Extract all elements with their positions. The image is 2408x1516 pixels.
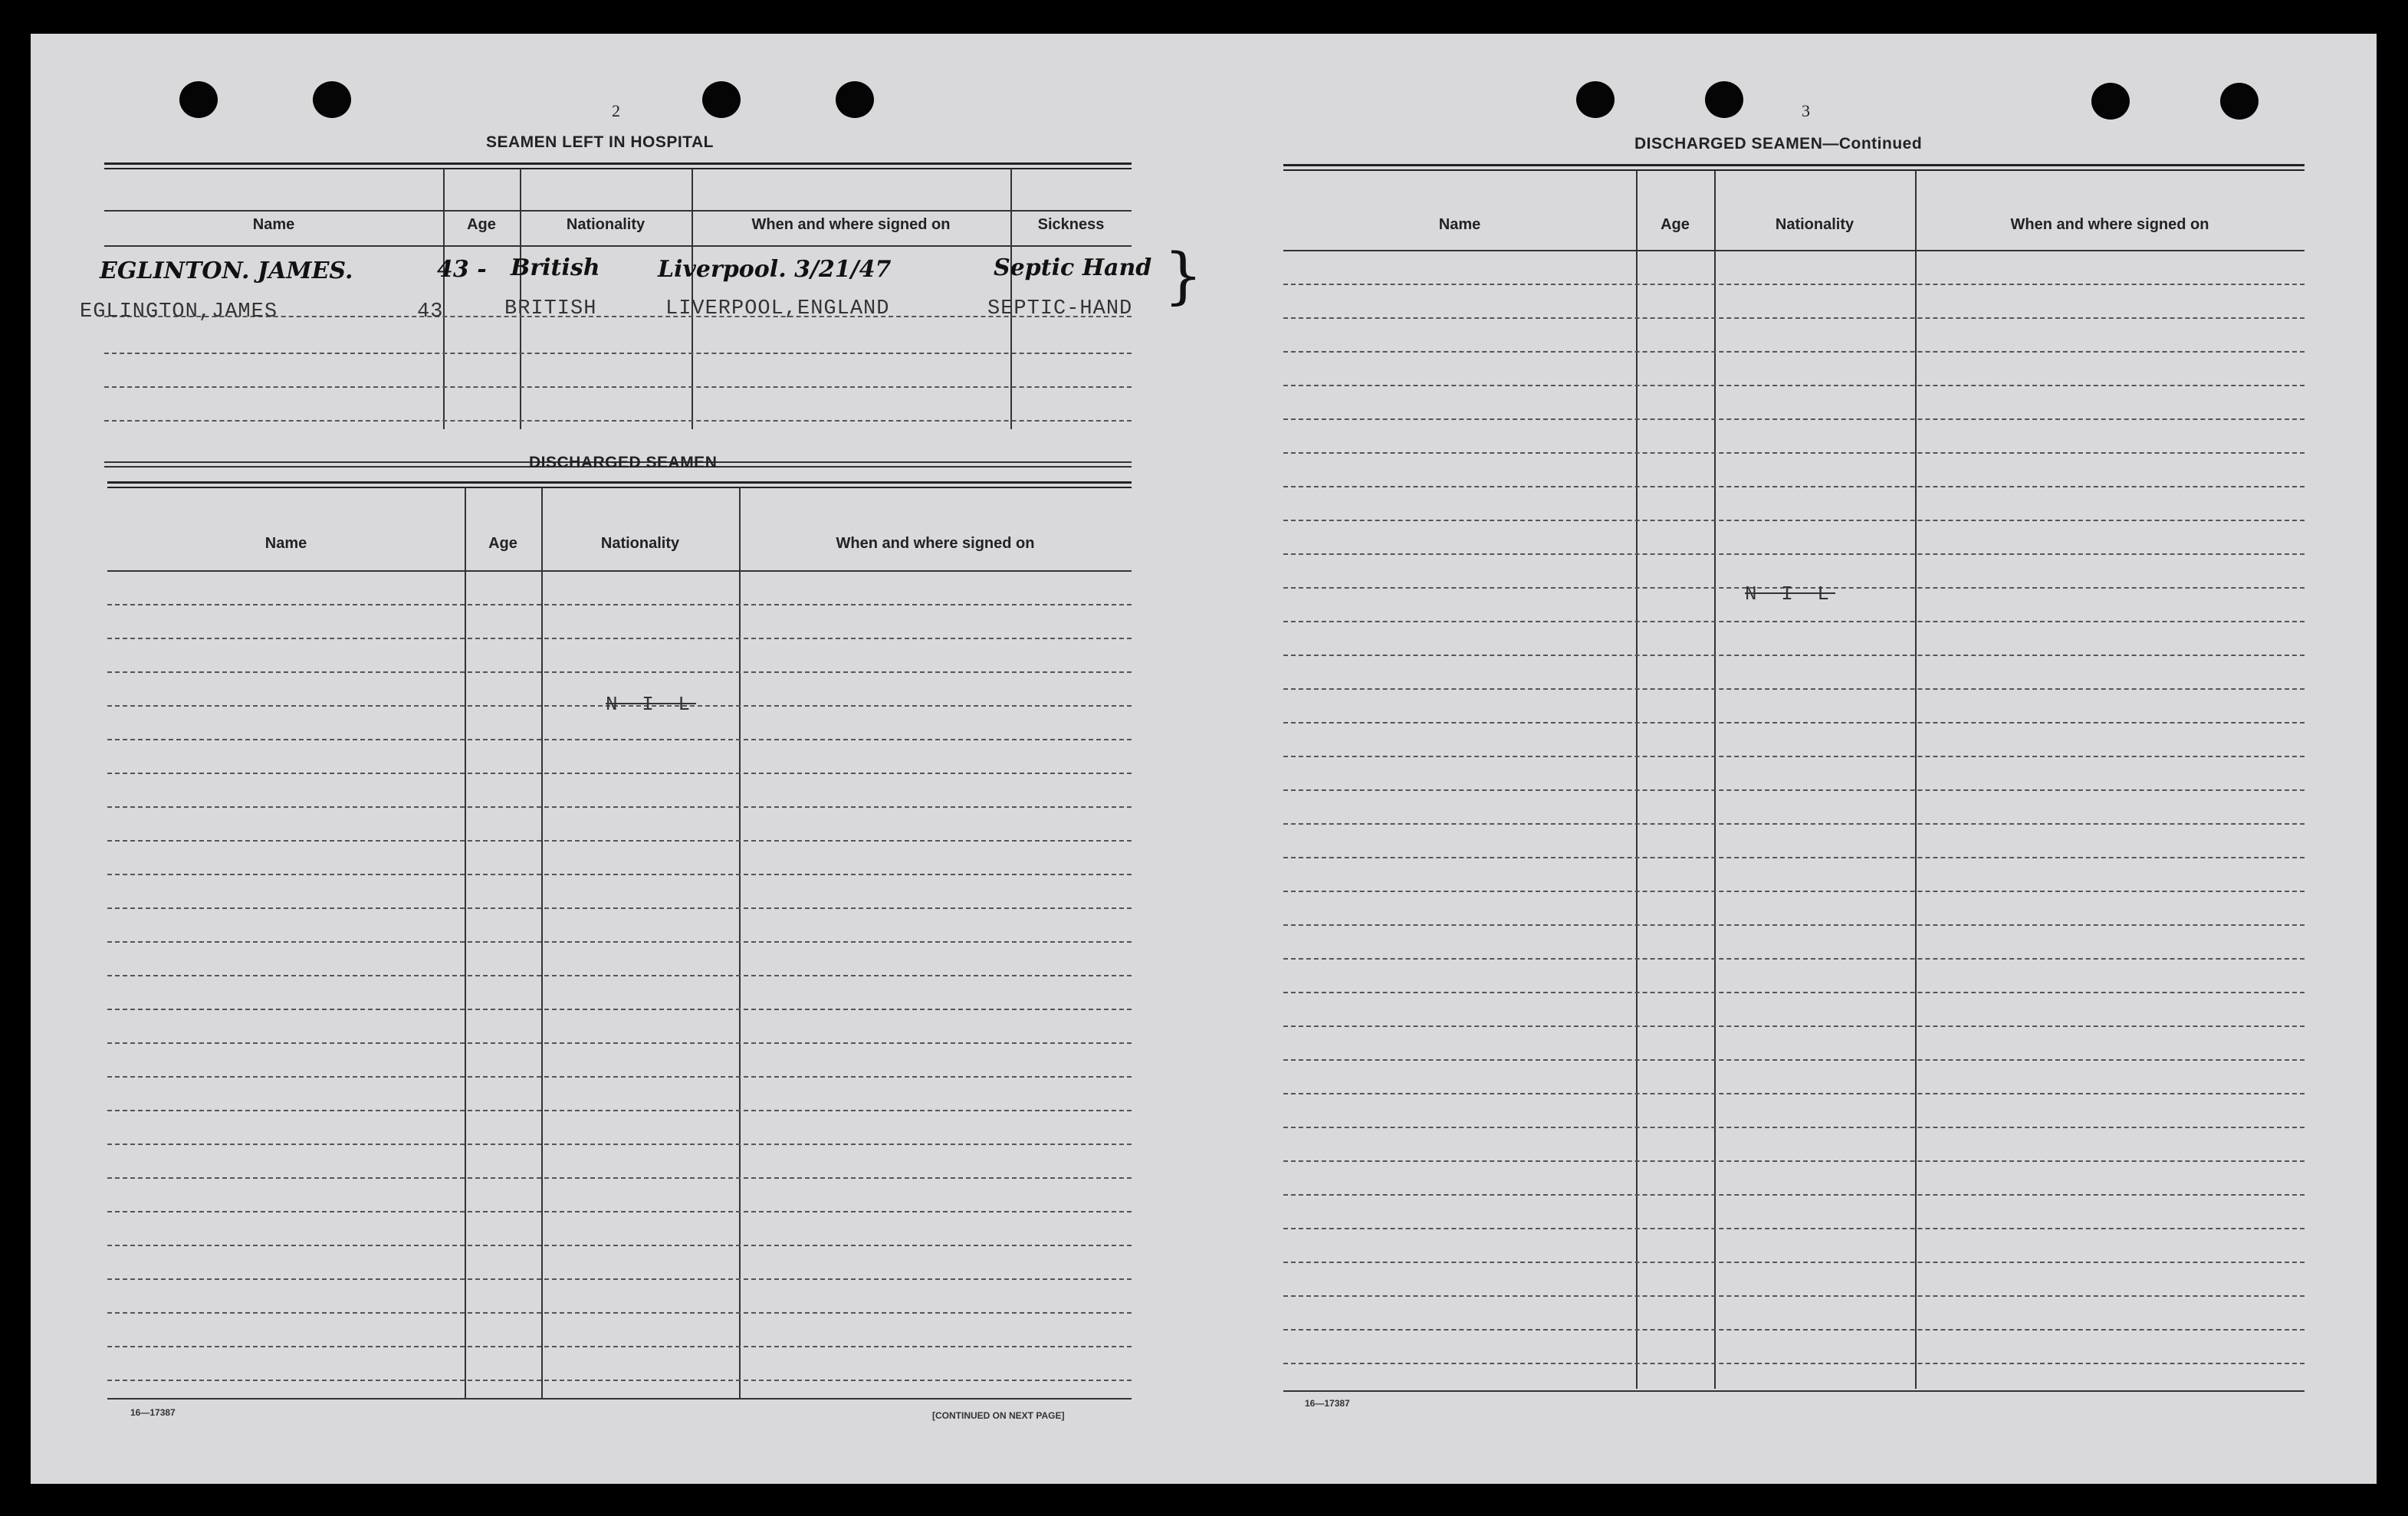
header-nationality: Nationality	[1775, 216, 1854, 233]
header-age: Age	[488, 535, 517, 552]
discharged-section-title: DISCHARGED SEAMEN	[529, 454, 718, 471]
handwritten-sickness: Septic Hand	[994, 254, 1152, 281]
header-name: Name	[1438, 216, 1481, 233]
header-sickness: Sickness	[1037, 216, 1105, 233]
punch-hole	[836, 81, 874, 118]
punch-hole	[1576, 81, 1615, 118]
nil-text-left: N I L	[606, 693, 697, 716]
header-signed-on: When and where signed on	[751, 216, 951, 233]
header-age: Age	[467, 216, 496, 233]
page-number-left: 2	[612, 101, 620, 120]
brace-mark: }	[1164, 240, 1203, 311]
punch-hole	[2220, 83, 2259, 120]
header-name: Name	[264, 535, 307, 552]
typed-age: 43	[417, 300, 444, 323]
discharged-table-right	[1283, 164, 2305, 1436]
discharged-continued-title: DISCHARGED SEAMEN—Continued	[1634, 135, 1923, 153]
punch-hole	[1705, 81, 1743, 118]
punch-hole	[702, 81, 741, 118]
header-nationality: Nationality	[566, 216, 646, 233]
handwritten-nationality: British	[511, 254, 600, 281]
typed-name: EGLINGTON,JAMES	[80, 300, 278, 323]
typed-nationality: BRITISH	[504, 297, 597, 320]
form-number-left: 16—17387	[130, 1407, 176, 1418]
handwritten-age: 43 -	[437, 256, 487, 283]
punch-hole	[2091, 83, 2130, 120]
header-nationality: Nationality	[600, 535, 680, 552]
nil-text-right: N I L	[1745, 582, 1836, 605]
typed-signed-on: LIVERPOOL,ENGLAND	[665, 297, 890, 320]
typed-sickness: SEPTIC-HAND	[987, 297, 1133, 320]
handwritten-name: EGLINTON. JAMES.	[100, 258, 353, 284]
header-age: Age	[1661, 216, 1690, 233]
page-number-right: 3	[1802, 101, 1810, 120]
header-name: Name	[252, 216, 295, 233]
header-signed-on: When and where signed on	[836, 535, 1035, 552]
continued-note: [CONTINUED ON NEXT PAGE]	[932, 1410, 1065, 1421]
handwritten-signed-on: Liverpool. 3/21/47	[658, 256, 892, 283]
document-paper	[31, 34, 2377, 1484]
punch-hole	[313, 81, 351, 118]
header-signed-on: When and where signed on	[2010, 216, 2209, 233]
hospital-section-title: SEAMEN LEFT IN HOSPITAL	[486, 133, 714, 151]
form-number-right: 16—17387	[1305, 1398, 1350, 1409]
discharged-table-left	[107, 481, 1132, 1439]
punch-hole	[179, 81, 218, 118]
